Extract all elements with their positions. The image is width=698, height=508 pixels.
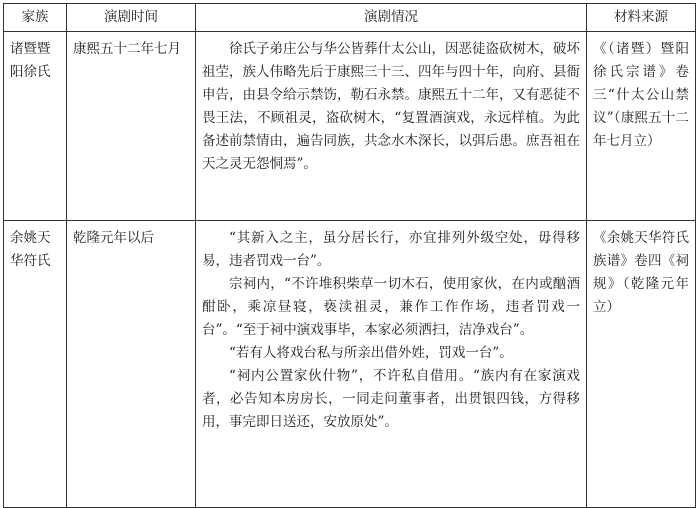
cell-detail — [196, 221, 587, 508]
header-detail: 演剧情况 — [196, 4, 587, 32]
cell-time: 乾隆元年以后 — [67, 221, 196, 508]
header-family: 家族 — [4, 4, 67, 32]
cell-family: 诸暨暨阳徐氏 — [4, 32, 67, 221]
cell-source: 《余姚天华符氏族谱》卷四《祠规》（乾隆元年立） — [587, 221, 696, 508]
table-row — [4, 221, 696, 508]
table-header — [4, 4, 696, 32]
header-time: 演剧时间 — [67, 4, 196, 32]
cell-time: 康熙五十二年七月 — [67, 32, 196, 221]
detail-paragraph: 宗祠内，“不许堆积柴草一切木石，使用家伙，在内或酗酒酣卧，乘凉昼寝，亵渎祖灵，兼作工作作场，违者罚戏一台”。“至于祠中演戏事毕，本家必须洒扫，洁净戏台”。 — [202, 276, 580, 338]
table-body — [4, 32, 696, 508]
header-source: 材料来源 — [587, 4, 696, 32]
detail-paragraph: 徐氏子弟庄公与华公皆葬什太公山，因恶徒盗砍树木，破坏祖茔，族人伟略先后于康熙三十三、四年与四十年，向府、县衙申告，由县令给示禁饬，勒石永禁。康熙五十二年，又有恶徒不畏王法，不顾祖灵，盗砍树木，“复置酒演戏，永远样植。为此备述前禁情由，遍告同族，共念水木深长，以弭后患。庶吾祖在天之灵无怨恫焉”。 — [202, 41, 580, 172]
cell-source: 《（诸暨）暨阳徐氏宗谱》卷三“什太公山禁议”（康熙五十二年七月立） — [587, 32, 696, 221]
header-row — [4, 4, 696, 32]
drama-records-table — [3, 3, 696, 508]
table-row — [4, 32, 696, 221]
detail-paragraph: “其新入之主，虽分居长行，亦宜排列外级空处，毋得移易，违者罚戏一台”。 — [202, 230, 580, 269]
detail-paragraph: “若有人将戏台私与所亲出借外姓，罚戏一台”。 — [229, 345, 513, 361]
detail-paragraph: “祠内公置家伙什物”，不许私自借用。“族内有在家演戏者，必告知本房房长，一同走问董事者，出贯银四钱，方得移用，事完即日送还，安放原处”。 — [202, 368, 580, 430]
cell-detail — [196, 32, 587, 221]
cell-family: 余姚天华符氏 — [4, 221, 67, 508]
